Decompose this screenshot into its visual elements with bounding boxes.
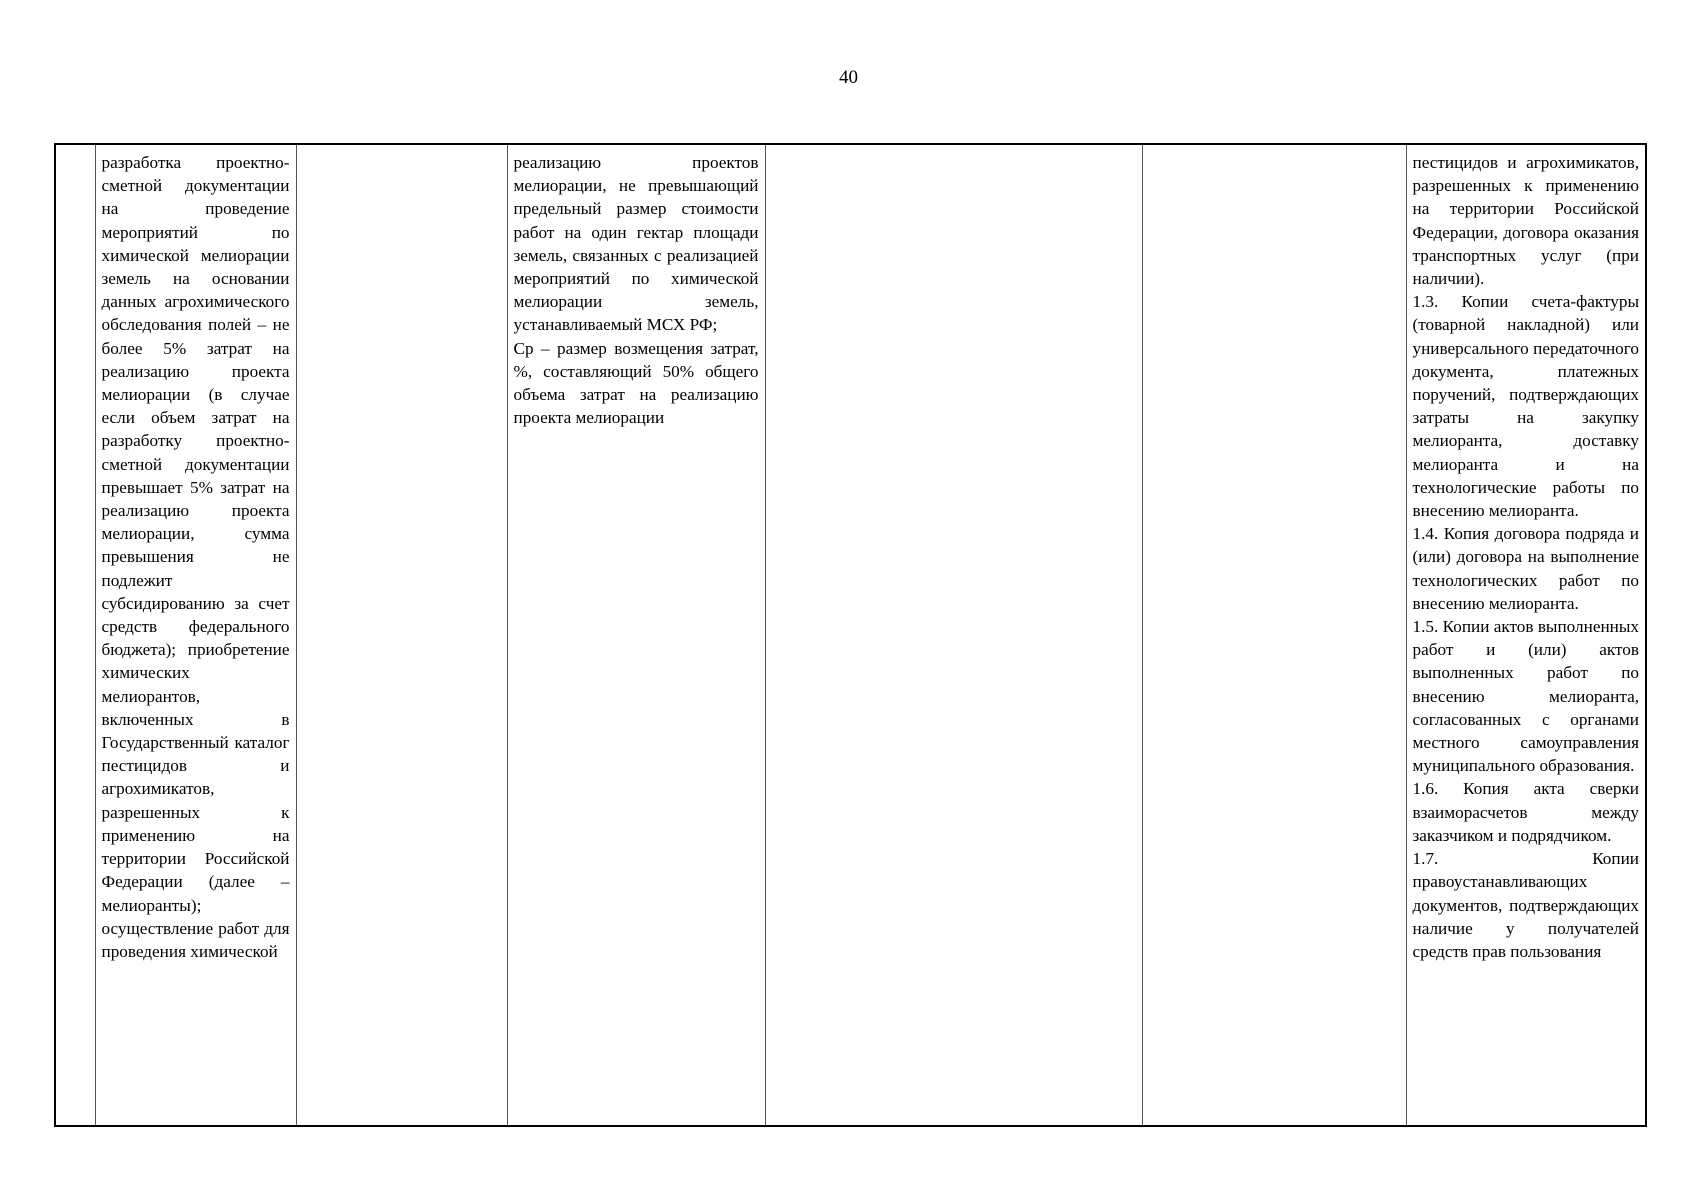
table-cell-index	[55, 144, 95, 1126]
documents-paragraph: 1.5. Копии актов выполненных работ и (или) актов выполненных работ по внесению мелиоранта, согласованных с органами местного самоуправления муниципального образования.	[1412, 617, 1639, 776]
documents-paragraph: 1.7. Копии правоустанавливающих документов, подтверждающих наличие у получателей средств прав пользования	[1412, 849, 1639, 961]
formula-text-2: Ср – размер возмещения затрат, %, составляющий 50% общего объема затрат на реализацию проекта мелиорации	[513, 338, 759, 428]
table-cell-formula	[507, 144, 765, 1126]
table-cell-activities: разработка проектно-сметной документации на проведение мероприятий по химической мелиорации земель на основании данных агрохимического обследования полей – не более 5% затрат на реализацию проекта мелиорации (в случае если объем затрат на разработку проектно-сметной документации превышает 5% затрат на реализацию проекта мелиорации, сумма превышения не подлежит субсидированию за счет средств федерального бюджета); приобретение химических мелиорантов, включенных в Государственный каталог пестицидов и агрохимикатов, разрешенных к применению на территории Российской Федерации (далее – мелиоранты); осуществление работ для проведения химической	[95, 144, 296, 1126]
table-cell-empty-1	[296, 144, 507, 1126]
documents-paragraph: пестицидов и агрохимикатов, разрешенных к применению на территории Российской Федерации, договора оказания транспортных услуг (при наличии).	[1412, 153, 1639, 289]
documents-paragraph: 1.6. Копия акта сверки взаиморасчетов между заказчиком и подрядчиком.	[1412, 779, 1639, 845]
table-cell-empty-3	[1142, 144, 1406, 1126]
table-cell-empty-2	[765, 144, 1142, 1126]
document-table	[54, 143, 1647, 1127]
documents-paragraph: 1.4. Копия договора подряда и (или) договора на выполнение технологических работ по внесению мелиоранта.	[1412, 524, 1639, 613]
documents-paragraph: 1.3. Копии счета-фактуры (товарной накладной) или универсального передаточного документа, платежных поручений, подтверждающих затраты на закупку мелиоранта, доставку мелиоранта и на технологические работы по внесению мелиоранта.	[1412, 292, 1639, 521]
table-cell-documents	[1406, 144, 1646, 1126]
table-row	[55, 144, 1646, 1126]
formula-text-1: реализацию проектов мелиорации, не превышающий предельный размер стоимости работ на один гектар площади земель, связанных с реализацией мероприятий по химической мелиорации земель, устанавливаемый МСХ РФ;	[513, 153, 759, 335]
page-number: 40	[839, 67, 858, 88]
